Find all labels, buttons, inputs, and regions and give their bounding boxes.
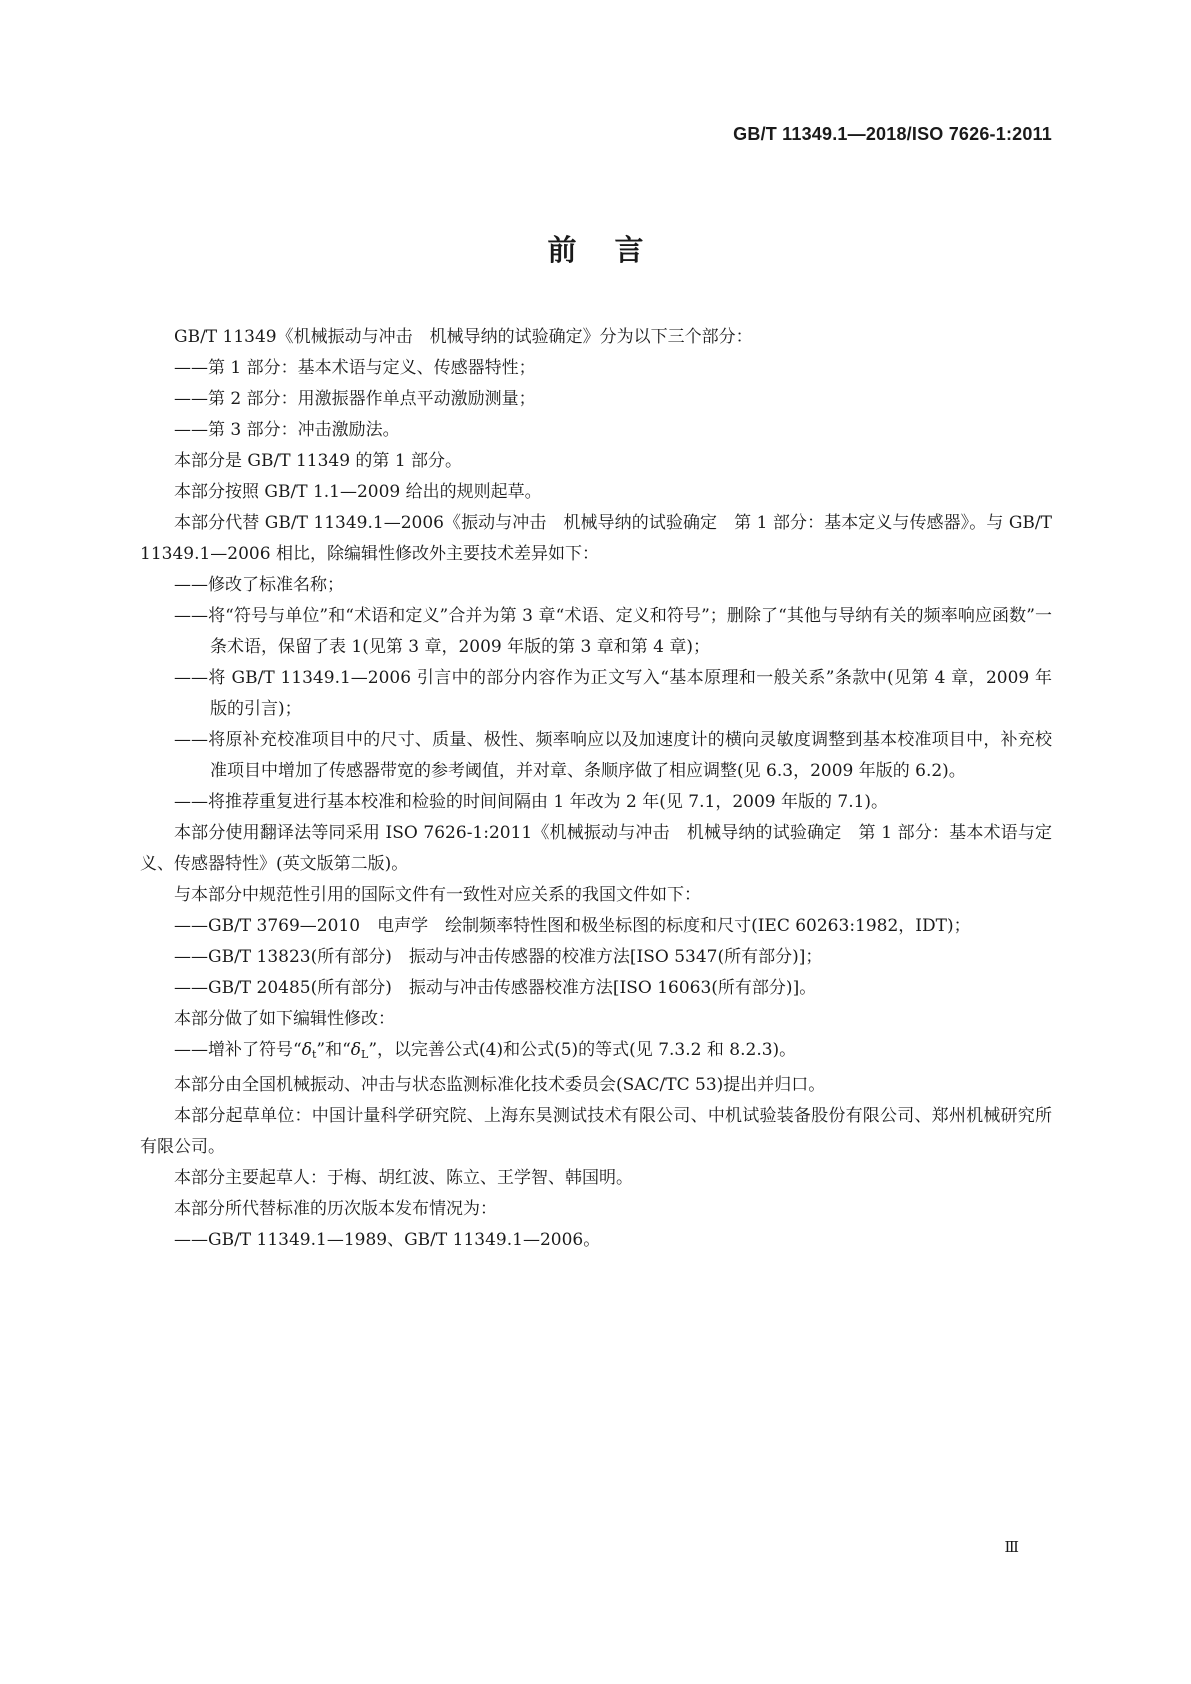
foreword-body [140,322,1052,1256]
list-item-part-2: ——第 2 部分：用激振器作单点平动激励测量； [174,389,536,409]
document-header-code: GB/T 11349.1—2018/ISO 7626-1:2011 [733,124,1052,144]
page-title: 前言 [547,233,682,267]
list-item-part-3: ——第 3 部分：冲击激励法。 [174,420,400,440]
paragraph-adoption: 本部分使用翻译法等同采用 ISO 7626-1:2011《机械振动与冲击 机械导纳的试验确定 第 1 部分：基本术语与定义、传感器特性》(英文版第二版)。 [140,823,1052,874]
symbol-subscript-t: t [311,1048,317,1061]
list-item-change-chapter-4: ——将 GB/T 11349.1—2006 引言中的部分内容作为正文写入“基本原理和一般关系”条款中(见第 4 章，2009 年版的引言)； [174,668,1052,719]
symbol-line-before: ——增补了符号“ [174,1040,302,1060]
symbol-line-mid: ”和“ [316,1040,351,1060]
paragraph-drafters: 本部分主要起草人：于梅、胡红波、陈立、王学智、韩国明。 [174,1168,633,1188]
list-item-ref-3769: ——GB/T 3769—2010 电声学 绘制频率特性图和极坐标图的标度和尺寸(IEC 60263:1982，IDT)； [174,916,971,936]
paragraph-part-of-series: 本部分是 GB/T 11349 的第 1 部分。 [174,451,463,471]
symbol-subscript-l: L [361,1048,369,1061]
paragraph-replaces: 本部分代替 GB/T 11349.1—2006《振动与冲击 机械导纳的试验确定 第 1 部分：基本定义与传感器》。与 GB/T 11349.1—2006 相比，除编辑性修改外主要技术差异如下： [140,513,1052,564]
list-item-change-interval: ——将推荐重复进行基本校准和检验的时间间隔由 1 年改为 2 年(见 7.1，2009 年版的 7.1)。 [174,792,889,812]
list-item-change-calibration: ——将原补充校准项目中的尺寸、质量、极性、频率响应以及加速度计的横向灵敏度调整到基本校准项目中，补充校准项目中增加了传感器带宽的参考阈值，并对章、条顺序做了相应调整(见 6.3，2009 年版的 6.2)。 [174,730,1052,781]
list-item-ref-13823: ——GB/T 13823(所有部分) 振动与冲击传感器的校准方法[ISO 5347(所有部分)]； [174,947,823,967]
paragraph-history-intro: 本部分所代替标准的历次版本发布情况为： [174,1199,497,1219]
paragraph-series-intro: GB/T 11349《机械振动与冲击 机械导纳的试验确定》分为以下三个部分： [174,327,753,347]
paragraph-drafting-rules: 本部分按照 GB/T 1.1—2009 给出的规则起草。 [174,482,542,502]
list-item-change-name: ——修改了标准名称； [174,575,344,595]
symbol-delta-l: δ [350,1040,362,1060]
paragraph-editorial-changes: 本部分做了如下编辑性修改： [174,1009,395,1029]
list-item-ref-20485: ——GB/T 20485(所有部分) 振动与冲击传感器校准方法[ISO 16063(所有部分)]。 [174,978,817,998]
symbol-line-after: ”，以完善公式(4)和公式(5)的等式(见 7.3.2 和 8.2.3)。 [368,1040,797,1060]
symbol-delta-t: δ [301,1040,312,1060]
paragraph-proposed-by: 本部分由全国机械振动、冲击与状态监测标准化技术委员会(SAC/TC 53)提出并归口。 [174,1075,826,1095]
list-item-part-1: ——第 1 部分：基本术语与定义、传感器特性； [174,358,536,378]
list-item-history-versions: ——GB/T 11349.1—1989、GB/T 11349.1—2006。 [174,1230,601,1250]
list-item-change-chapter-3: ——将“符号与单位”和“术语和定义”合并为第 3 章“术语、定义和符号”；删除了“其他与导纳有关的频率响应函数”一条术语，保留了表 1(见第 3 章，2009 年版的第 3 章和第 4 章)； [174,606,1052,657]
paragraph-drafting-units: 本部分起草单位：中国计量科学研究院、上海东昊测试技术有限公司、中机试验装备股份有限公司、郑州机械研究所有限公司。 [140,1106,1052,1157]
paragraph-normative-refs: 与本部分中规范性引用的国际文件有一致性对应关系的我国文件如下： [174,885,701,905]
list-item-symbol-addition [140,1035,1052,1070]
page-number: Ⅲ [1004,1538,1019,1556]
